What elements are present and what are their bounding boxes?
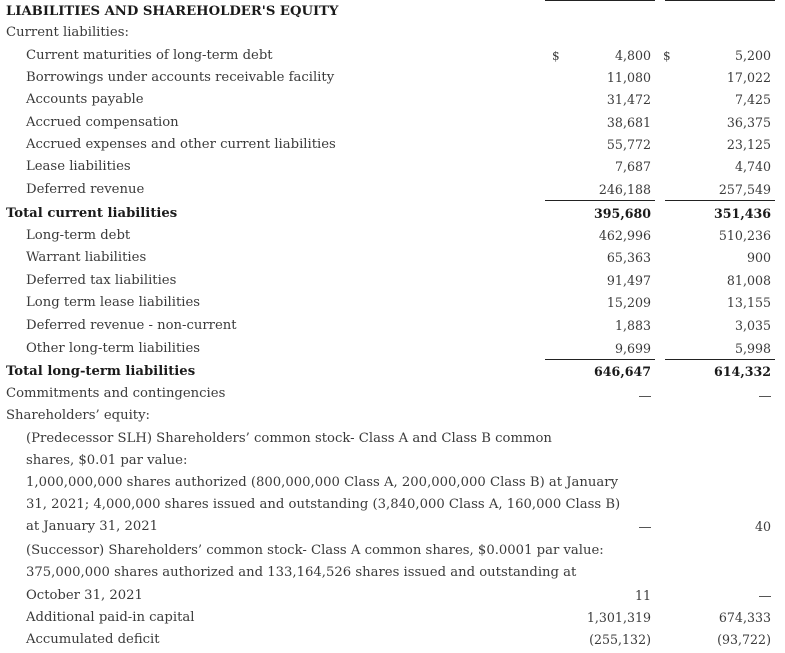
equity-label: Shareholders’ equity: [6,408,151,423]
row-label: Accrued expenses and other current liabilities [26,137,336,152]
predecessor-text-line: 31, 2021; 4,000,000 shares issued and outstanding (3,840,000 Class A, 160,000 Class B) [26,497,621,512]
row-value-col1: 11,080 [606,70,651,85]
row-label: Warrant liabilities [26,250,147,265]
row-value-col1: 65,363 [606,250,651,265]
section-heading: LIABILITIES AND SHAREHOLDER'S EQUITY [6,4,339,19]
deficit-label: Accumulated deficit [26,632,160,647]
row-value-col1: 55,772 [606,137,651,152]
successor-text-line: 375,000,000 shares authorized and 133,164,526 shares issued and outstanding at [26,565,577,580]
empty-value-dash [639,527,651,528]
dollar-sign: $ [663,49,671,63]
row-value-col1: 15,209 [606,295,651,310]
row-value-col1: 31,472 [606,92,651,107]
row-label: Other long-term liabilities [26,341,201,356]
predecessor-text-line: 1,000,000,000 shares authorized (800,000,000 Class A, 200,000,000 Class B) at January [26,475,619,490]
row-value-col1: 4,800 [614,48,651,63]
empty-value-dash [759,596,771,597]
row-value-col1: 91,497 [606,273,651,288]
predecessor-text-line: (Predecessor SLH) Shareholders’ common stock- Class A and Class B common [26,431,552,446]
total-current-col2: 351,436 [714,206,771,221]
successor-text-line: October 31, 2021 [26,588,143,603]
current-liabilities-label: Current liabilities: [6,25,129,40]
apic-col1: 1,301,319 [586,610,651,625]
subtotal-rule-2 [665,359,775,360]
row-value-col1: 38,681 [606,115,651,130]
row-label: Deferred revenue - non-current [26,318,237,333]
row-value-col2: 3,035 [734,318,771,333]
row-value-col2: 13,155 [726,295,771,310]
subtotal-rule-1 [545,359,655,360]
column-header-rule-1 [545,0,655,1]
row-value-col1: 246,188 [598,182,651,197]
row-value-col2: 5,200 [734,48,771,63]
total-current-label: Total current liabilities [6,206,178,221]
row-label: Accrued compensation [26,115,179,130]
row-value-col2: 23,125 [726,137,771,152]
column-header-rule-2 [665,0,775,1]
successor-value-col1: 11 [634,588,651,603]
empty-value-dash [639,396,651,397]
predecessor-value-col2: 40 [754,519,771,534]
apic-label: Additional paid-in capital [26,610,195,625]
row-value-col2: 36,375 [726,115,771,130]
row-value-col2: 5,998 [734,341,771,356]
row-value-col1: 9,699 [614,341,651,356]
row-label: Long term lease liabilities [26,295,201,310]
row-label: Deferred tax liabilities [26,273,177,288]
deficit-col1: (255,132) [589,632,651,647]
subtotal-rule-1 [545,200,655,201]
row-value-col2: 7,425 [734,92,771,107]
row-label: Long-term debt [26,228,131,243]
row-value-col2: 81,008 [726,273,771,288]
row-value-col2: 257,549 [718,182,771,197]
predecessor-text-line: at January 31, 2021 [26,519,159,534]
row-value-col1: 1,883 [614,318,651,333]
dollar-sign: $ [552,49,560,63]
row-label: Borrowings under accounts receivable facility [26,70,335,85]
empty-value-dash [759,396,771,397]
successor-text-line: (Successor) Shareholders’ common stock- Class A common shares, $0.0001 par value: [26,543,604,558]
apic-col2: 674,333 [718,610,771,625]
total-longterm-col2: 614,332 [714,364,771,379]
row-value-col1: 462,996 [598,228,651,243]
row-label: Lease liabilities [26,159,131,174]
total-longterm-col1: 646,647 [594,364,651,379]
total-longterm-label: Total long-term liabilities [6,364,196,379]
row-value-col1: 7,687 [614,159,651,174]
row-label: Deferred revenue [26,182,145,197]
row-value-col2: 17,022 [726,70,771,85]
row-value-col2: 510,236 [718,228,771,243]
row-label: Current maturities of long-term debt [26,48,273,63]
row-label: Accounts payable [26,92,144,107]
deficit-col2: (93,722) [717,632,771,647]
row-value-col2: 4,740 [734,159,771,174]
commitments-label: Commitments and contingencies [6,386,226,401]
subtotal-rule-2 [665,200,775,201]
row-value-col2: 900 [746,250,771,265]
total-current-col1: 395,680 [594,206,651,221]
predecessor-text-line: shares, $0.01 par value: [26,453,188,468]
